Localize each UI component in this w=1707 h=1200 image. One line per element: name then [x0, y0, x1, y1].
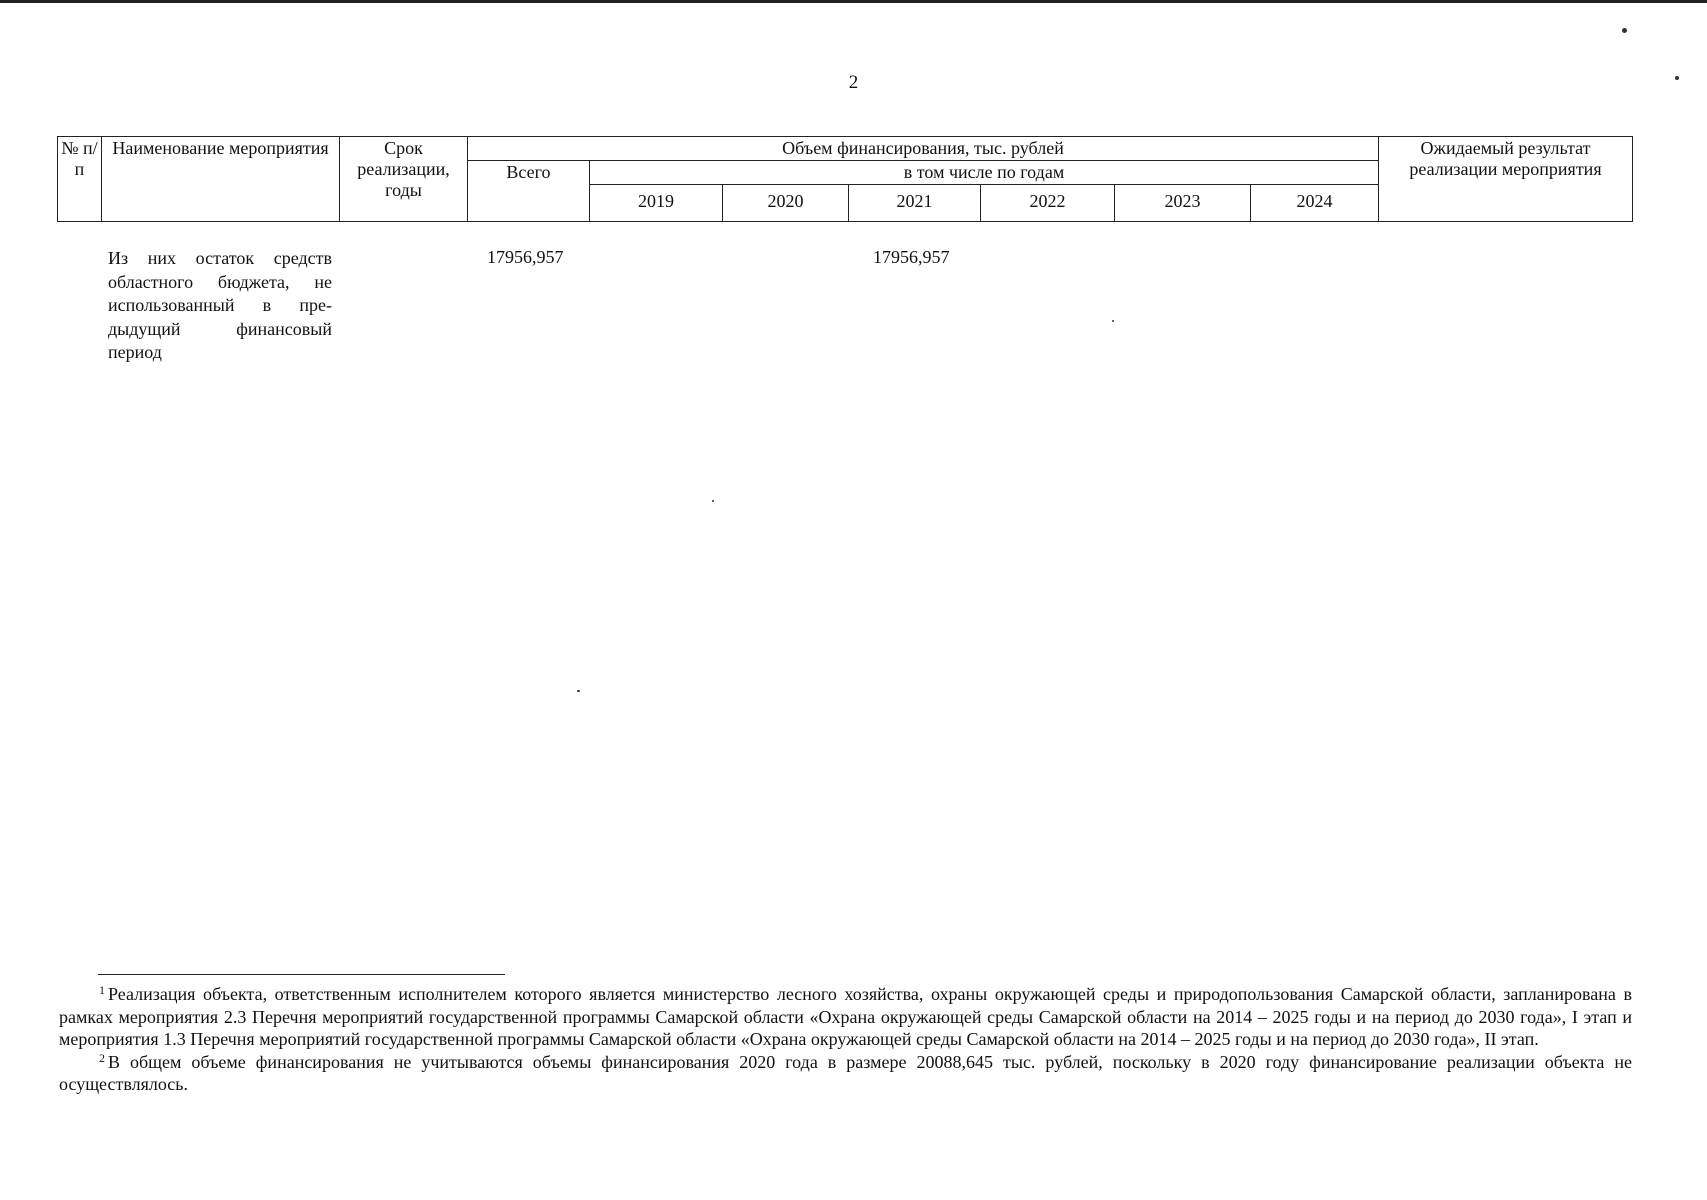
row-total-value: 17956,957 — [487, 247, 564, 267]
scan-speck — [1112, 320, 1114, 322]
footnote-1 — [59, 983, 1632, 1051]
header-funding: Объем финансирования, тыс. рублей — [468, 137, 1379, 161]
scan-speck — [712, 500, 714, 502]
header-year-2023: 2023 — [1115, 185, 1251, 222]
footnotes — [59, 983, 1632, 1096]
header-result: Ожидаемый результат реализации мероприятия — [1379, 137, 1633, 222]
header-num: № п/п — [58, 137, 102, 222]
header-by-years: в том числе по годам — [590, 161, 1379, 185]
header-year-2021: 2021 — [849, 185, 981, 222]
row-2021-value: 17956,957 — [873, 247, 950, 267]
header-year-2020: 2020 — [723, 185, 849, 222]
header-year-2019: 2019 — [590, 185, 723, 222]
header-year-2022: 2022 — [981, 185, 1115, 222]
footnote-2-mark: 2 — [99, 1050, 105, 1065]
footnote-1-text: Реализация объекта, ответственным исполнителем которого является министерство лесного хозяйства, охраны окружающей среды и природопользования Самарской области, запланирована в рамках мероприятия 2.3 Перечня мероприятий государственной программы Самарской области «Охрана окружающей среды Самарской области на 2014 – 2025 годы и на период до 2030 года», I этап и мероприятия 1.3 Перечня мероприятий государственной программы Самарской области «Охрана окружающей среды Самарской области на 2014 – 2025 годы и на период до 2030 года», II этап. — [59, 984, 1632, 1049]
footnote-2 — [59, 1051, 1632, 1096]
scan-speck — [1675, 76, 1679, 80]
scan-speck — [1622, 28, 1627, 33]
header-name: Наименование мероприятия — [102, 137, 340, 222]
scan-speck — [577, 690, 580, 692]
footnote-2-text: В общем объеме финансирования не учитываются объемы финансирования 2020 года в размере 20088,645 тыс. рублей, поскольку в 2020 году финансирование реализации объекта не осуществлялось. — [59, 1051, 1632, 1094]
header-period: Срок реализации, годы — [340, 137, 468, 222]
page-number: 2 — [848, 72, 859, 93]
header-year-2024: 2024 — [1251, 185, 1379, 222]
top-edge-line — [0, 0, 1707, 3]
funding-table-header — [57, 136, 1633, 222]
row-item-name: Из них остаток средств областного бюджета, не использованный в предыдущий финансовый период — [108, 248, 332, 362]
footnote-1-mark: 1 — [99, 983, 105, 997]
footnote-separator — [98, 974, 505, 975]
header-total: Всего — [468, 161, 590, 222]
